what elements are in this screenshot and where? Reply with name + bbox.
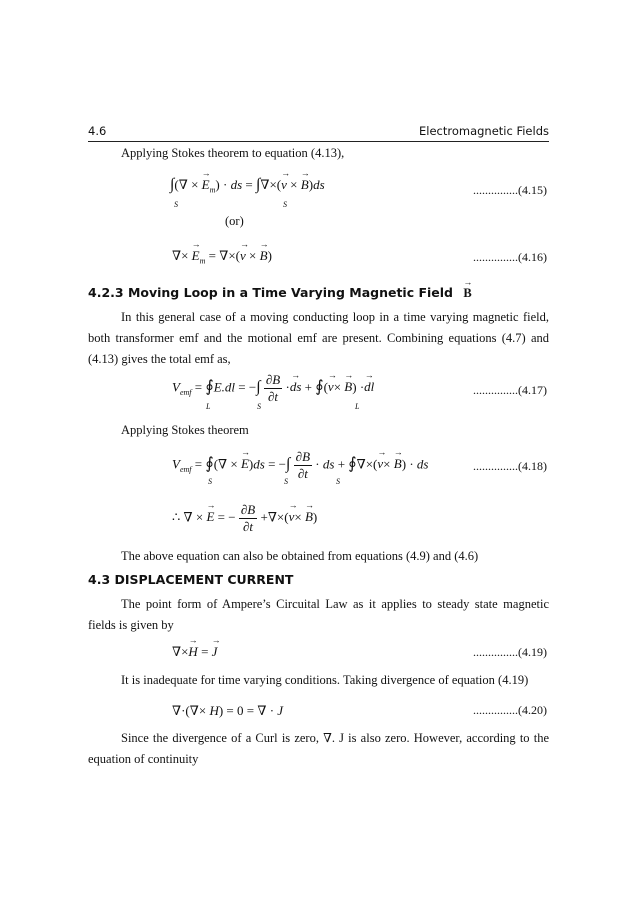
section-heading-4-2-3: 4.2.3 Moving Loop in a Time Varying Magnetic Field → B (88, 285, 472, 301)
equation-4-19: ∇×→ H = → J (172, 644, 217, 660)
paragraph-above-equation: The above equation can also be obtained from equations (4.9) and (4.6) (121, 549, 479, 563)
equation-4-20: ∇·(∇× H) = 0 = ∇ · J (172, 703, 284, 718)
equation-number-4-19: ...............(4.19) (473, 645, 547, 659)
eq17-limit-s: S (257, 402, 261, 411)
section-heading-4-3: 4.3 DISPLACEMENT CURRENT (88, 572, 294, 587)
header-rule (88, 141, 549, 142)
equation-number-4-20: ...............(4.20) (473, 703, 547, 717)
eq18-limit-s1: S (208, 477, 212, 486)
equation-number-4-17: ...............(4.17) (473, 383, 547, 397)
or-text: (or) (225, 214, 244, 228)
equation-4-18: $V_{emf}$ = ∮(∇ × → E)ds = −∫ $\frac{\partial B}{\partial t}$ · ds + ∮∇×(→ v× → B) · ds (172, 449, 428, 482)
eq18-limit-s3: S (336, 477, 340, 486)
paragraph-ampere: The point form of Ampere’s Circuital Law as it applies to steady state magnetic fields is given by (88, 597, 549, 632)
equation-number-4-15: ...............(4.15) (473, 183, 547, 197)
eq15-limit-s2: S (283, 200, 287, 209)
equation-4-16: ∇× → $E_m$ = ∇×(→ v × → B) (172, 248, 272, 266)
paragraph-stokes-intro: Applying Stokes theorem to equation (4.13), (121, 146, 345, 160)
eq17-limit-l2: L (355, 402, 360, 411)
running-title: Electromagnetic Fields (418, 124, 549, 138)
equation-curl-e: ∴ ∇ × → E = − $\frac{\partial B}{\partial t}$ +∇×(→ v× → B) (172, 502, 317, 535)
equation-number-4-18: ...............(4.18) (473, 459, 547, 473)
eq18-limit-s2: S (284, 477, 288, 486)
paragraph-applying-stokes: Applying Stokes theorem (121, 423, 249, 437)
paragraph-moving-loop: In this general case of a moving conducting loop in a time varying magnetic field, both transformer emf and the motional emf are present. Combining equations (4.7) and (4.13) gives the total emf as, (88, 310, 549, 366)
eq17-limit-l1: L (206, 402, 211, 411)
paragraph-divergence-curl: Since the divergence of a Curl is zero, ∇. J is also zero. However, according to the equation of continuity (88, 731, 549, 766)
equation-4-15: ∫(∇ × → $E_m$) · ds = ∫∇×(→ v × → B)ds (170, 176, 325, 195)
paragraph-inadequate: It is inadequate for time varying conditions. Taking divergence of equation (4.19) (121, 673, 529, 687)
eq15-limit-s1: S (174, 200, 178, 209)
equation-number-4-16: ...............(4.16) (473, 250, 547, 264)
equation-4-17: $V_{emf}$ = ∮E.dl = −∫ $\frac{\partial B}{\partial t}$ ·→ ds + ∮(→ v× → B) ·→ dl (172, 372, 374, 405)
page-number: 4.6 (88, 124, 107, 138)
